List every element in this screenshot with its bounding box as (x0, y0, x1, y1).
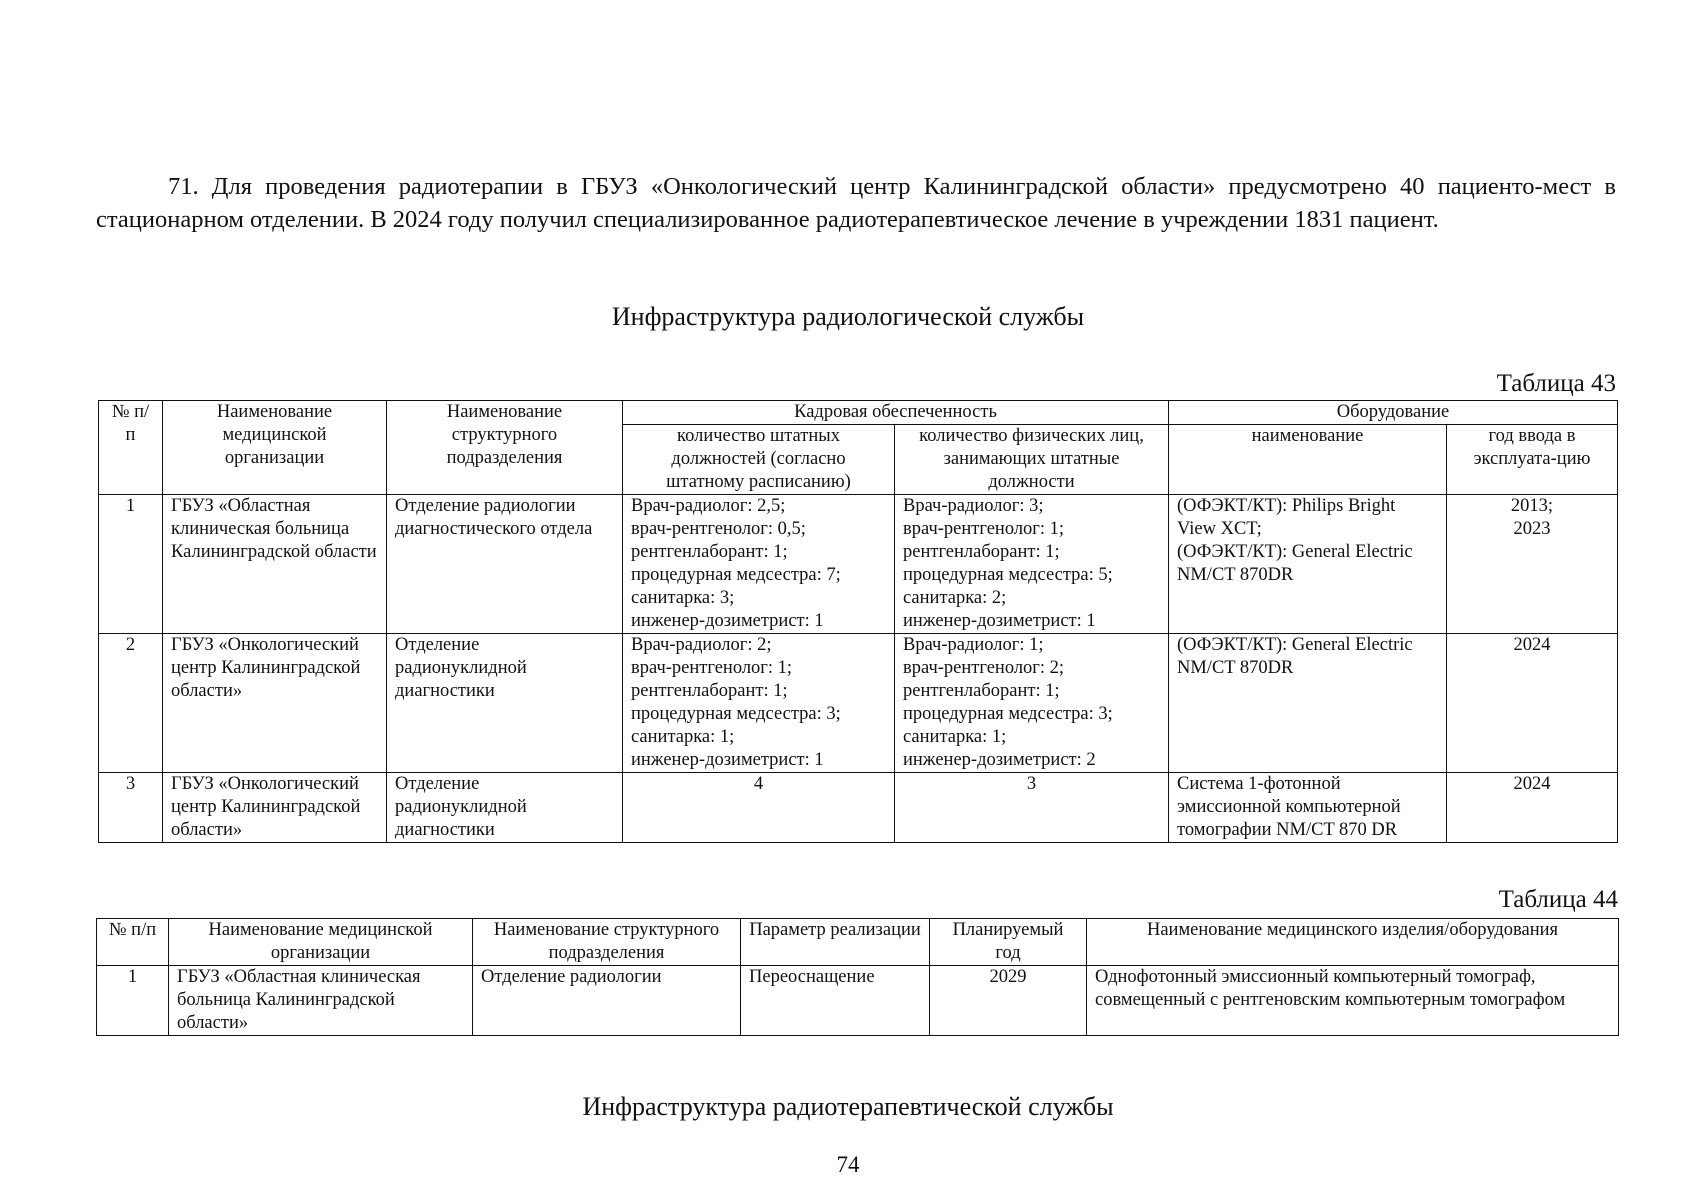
cell-unit: Отделение радионуклидной диагностики (387, 773, 623, 843)
col-device-header: Наименование медицинского изделия/оборудования (1087, 919, 1619, 966)
table-row (97, 966, 1619, 1036)
cell-positions: 4 (623, 773, 895, 843)
cell-year: 2029 (930, 966, 1087, 1036)
col-staff-positions-header: количество штатных должностей (согласно штатному расписанию) (623, 425, 895, 495)
cell-year: 2024 (1447, 773, 1618, 843)
cell-unit: Отделение радиологии диагностического отдела (387, 495, 623, 634)
cell-device: Однофотонный эмиссионный компьютерный томограф, совмещенный с рентгеновским компьютерным томографом (1087, 966, 1619, 1036)
col-org-header: Наименование медицинской организации (163, 401, 387, 495)
table-row (99, 773, 1618, 843)
section-heading-radiotherapy: Инфраструктура радиотерапевтической службы (582, 1092, 1114, 1121)
section-heading-radiology: Инфраструктура радиологической службы (611, 302, 1085, 331)
col-year-header: Планируемый год (930, 919, 1087, 966)
cell-unit: Отделение радионуклидной диагностики (387, 634, 623, 773)
cell-org: ГБУЗ «Онкологический центр Калининградской области» (163, 634, 387, 773)
col-unit-header: Наименование структурного подразделения (473, 919, 741, 966)
col-num-header: № п/п (99, 401, 163, 495)
cell-org: ГБУЗ «Онкологический центр Калининградской области» (163, 773, 387, 843)
cell-equipment: (ОФЭКТ/КТ): General Electric NM/CT 870DR (1169, 634, 1447, 773)
page-number: 74 (836, 1152, 860, 1177)
table-row (99, 634, 1618, 773)
cell-num: 1 (97, 966, 169, 1036)
cell-persons: Врач-радиолог: 1; врач-рентгенолог: 2; рентгенлаборант: 1; процедурная медсестра: 3; санитарка: 1; инженер-дозиметрист: 2 (895, 634, 1169, 773)
col-org-header: Наименование медицинской организации (169, 919, 473, 966)
cell-num: 1 (99, 495, 163, 634)
cell-equipment: Система 1-фотонной эмиссионной компьютерной томографии NM/CT 870 DR (1169, 773, 1447, 843)
col-staff-header: Кадровая обеспеченность (623, 401, 1169, 425)
col-equip-name-header: наименование (1169, 425, 1447, 495)
cell-persons: 3 (895, 773, 1169, 843)
table-43-caption: Таблица 43 (1496, 370, 1616, 397)
col-num-header: № п/п (97, 919, 169, 966)
cell-param: Переоснащение (741, 966, 930, 1036)
table-44 (96, 918, 1619, 1036)
cell-equipment: (ОФЭКТ/КТ): Philips Bright View XCT; (ОФЭКТ/КТ): General Electric NM/CT 870DR (1169, 495, 1447, 634)
cell-num: 2 (99, 634, 163, 773)
col-param-header: Параметр реализации (741, 919, 930, 966)
cell-persons: Врач-радиолог: 3; врач-рентгенолог: 1; рентгенлаборант: 1; процедурная медсестра: 5; санитарка: 2; инженер-дозиметрист: 1 (895, 495, 1169, 634)
cell-org: ГБУЗ «Областная клиническая больница Калининградской области» (169, 966, 473, 1036)
col-equipment-header: Оборудование (1169, 401, 1618, 425)
body-paragraph: 71. Для проведения радиотерапии в ГБУЗ «Онкологический центр Калининградской области» предусмотрено 40 пациенто-мест в стационарном отделении. В 2024 году получил специализированное радиотерапевтическое лечение в учреждении 1831 пациент. (96, 173, 1616, 233)
cell-unit: Отделение радиологии (473, 966, 741, 1036)
table-43 (98, 400, 1618, 843)
cell-year: 2024 (1447, 634, 1618, 773)
table-44-caption: Таблица 44 (1498, 886, 1618, 913)
cell-num: 3 (99, 773, 163, 843)
col-unit-header: Наименование структурного подразделения (387, 401, 623, 495)
table-row (99, 495, 1618, 634)
cell-positions: Врач-радиолог: 2,5; врач-рентгенолог: 0,5; рентгенлаборант: 1; процедурная медсестра: 7; санитарка: 3; инженер-дозиметрист: 1 (623, 495, 895, 634)
col-equip-year-header: год ввода в эксплуата-цию (1447, 425, 1618, 495)
cell-year: 2013; 2023 (1447, 495, 1618, 634)
col-staff-persons-header: количество физических лиц, занимающих штатные должности (895, 425, 1169, 495)
cell-positions: Врач-радиолог: 2; врач-рентгенолог: 1; рентгенлаборант: 1; процедурная медсестра: 3; санитарка: 1; инженер-дозиметрист: 1 (623, 634, 895, 773)
cell-org: ГБУЗ «Областная клиническая больница Калининградской области (163, 495, 387, 634)
